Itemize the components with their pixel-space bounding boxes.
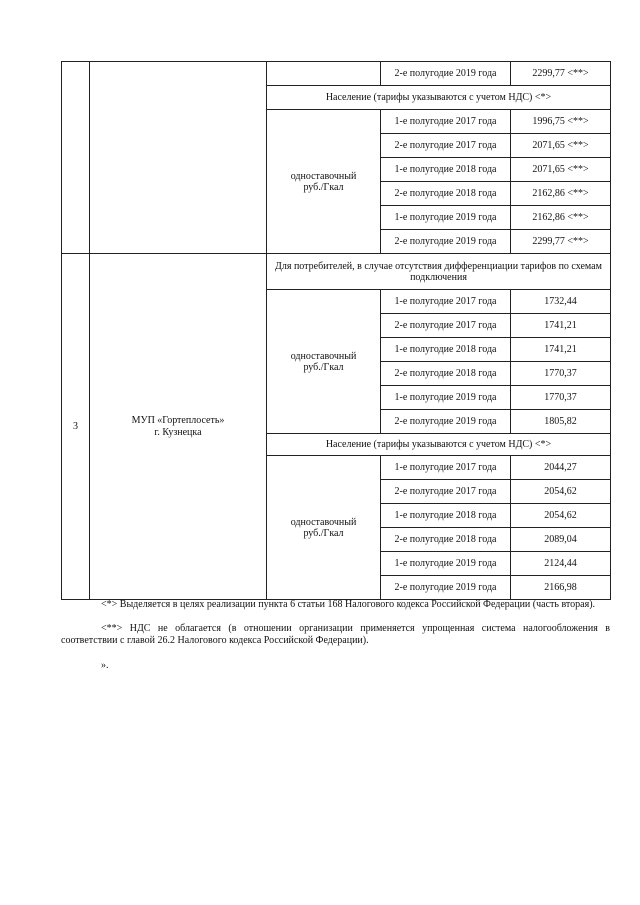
closing-text: ». [101,660,109,671]
period-cell: 1-е полугодие 2017 года [381,290,511,314]
number-cell: 3 [62,254,90,600]
unit-cell [267,290,381,434]
number-cell [62,62,90,254]
table-row [62,62,611,86]
period-cell: 2-е полугодие 2019 года [381,410,511,434]
period-cell: 2-е полугодие 2019 года [381,576,511,600]
value-cell: 2299,77 <**> [511,62,611,86]
unit-cell [267,62,381,86]
period-cell: 1-е полугодие 2018 года [381,504,511,528]
value-cell: 1996,75 <**> [511,110,611,134]
section-header: Для потребителей, в случае отсутствия дифференциации тарифов по схемам подключения [267,254,611,290]
section-header: Население (тарифы указываются с учетом НДС) <*> [267,434,611,456]
period-cell: 2-е полугодие 2018 года [381,182,511,206]
value-cell: 2162,86 <**> [511,182,611,206]
value-cell: 2054,62 [511,504,611,528]
table-row [62,254,611,290]
unit-type: одноставочный [290,350,357,362]
value-cell: 2166,98 [511,576,611,600]
value-cell: 2162,86 <**> [511,206,611,230]
period-cell: 1-е полугодие 2018 года [381,338,511,362]
period-cell: 1-е полугодие 2018 года [381,158,511,182]
value-cell: 1770,37 [511,386,611,410]
unit-measure: руб./Гкал [303,527,344,539]
unit-cell [267,110,381,254]
value-cell: 2299,77 <**> [511,230,611,254]
unit-measure: руб./Гкал [303,181,344,193]
period-cell: 2-е полугодие 2017 года [381,134,511,158]
period-cell: 2-е полугодие 2018 года [381,528,511,552]
value-cell: 2054,62 [511,480,611,504]
value-cell: 1805,82 [511,410,611,434]
value-cell: 2089,04 [511,528,611,552]
value-cell: 1770,37 [511,362,611,386]
tariff-table [61,61,611,600]
organization-cell [90,62,267,254]
unit-measure: руб./Гкал [303,361,344,373]
footnote-text: <**> НДС не облагается (в отношении организации применяется упрощенная система налогообложения в соответствии с главой 26.2 Налогового кодекса Российской Федерации). [61,623,610,646]
period-cell: 1-е полугодие 2017 года [381,110,511,134]
value-cell: 2071,65 <**> [511,134,611,158]
period-cell: 2-е полугодие 2017 года [381,480,511,504]
value-cell: 2071,65 <**> [511,158,611,182]
period-cell: 2-е полугодие 2017 года [381,314,511,338]
section-header: Население (тарифы указываются с учетом НДС) <*> [267,86,611,110]
unit-type: одноставочный [290,516,357,528]
period-cell: 1-е полугодие 2019 года [381,386,511,410]
closing-quote [61,660,610,672]
value-cell: 1741,21 [511,314,611,338]
period-cell: 1-е полугодие 2019 года [381,206,511,230]
footnote-no-vat [61,623,610,647]
period-cell: 1-е полугодие 2017 года [381,456,511,480]
organization-name: МУП «Гортеплосеть» [131,414,225,426]
value-cell: 1732,44 [511,290,611,314]
period-cell: 1-е полугодие 2019 года [381,552,511,576]
unit-type: одноставочный [290,170,357,182]
value-cell: 2124,44 [511,552,611,576]
period-cell: 2-е полугодие 2019 года [381,230,511,254]
period-cell: 2-е полугодие 2018 года [381,362,511,386]
value-cell: 2044,27 [511,456,611,480]
unit-cell [267,456,381,600]
value-cell: 1741,21 [511,338,611,362]
organization-city: г. Кузнецка [154,426,202,438]
period-cell: 2-е полугодие 2019 года [381,62,511,86]
footnote-vat [61,599,610,611]
organization-cell [90,254,267,600]
footnote-text: <*> Выделяется в целях реализации пункта 6 статьи 168 Налогового кодекса Российской Федерации (часть вторая). [101,599,596,610]
